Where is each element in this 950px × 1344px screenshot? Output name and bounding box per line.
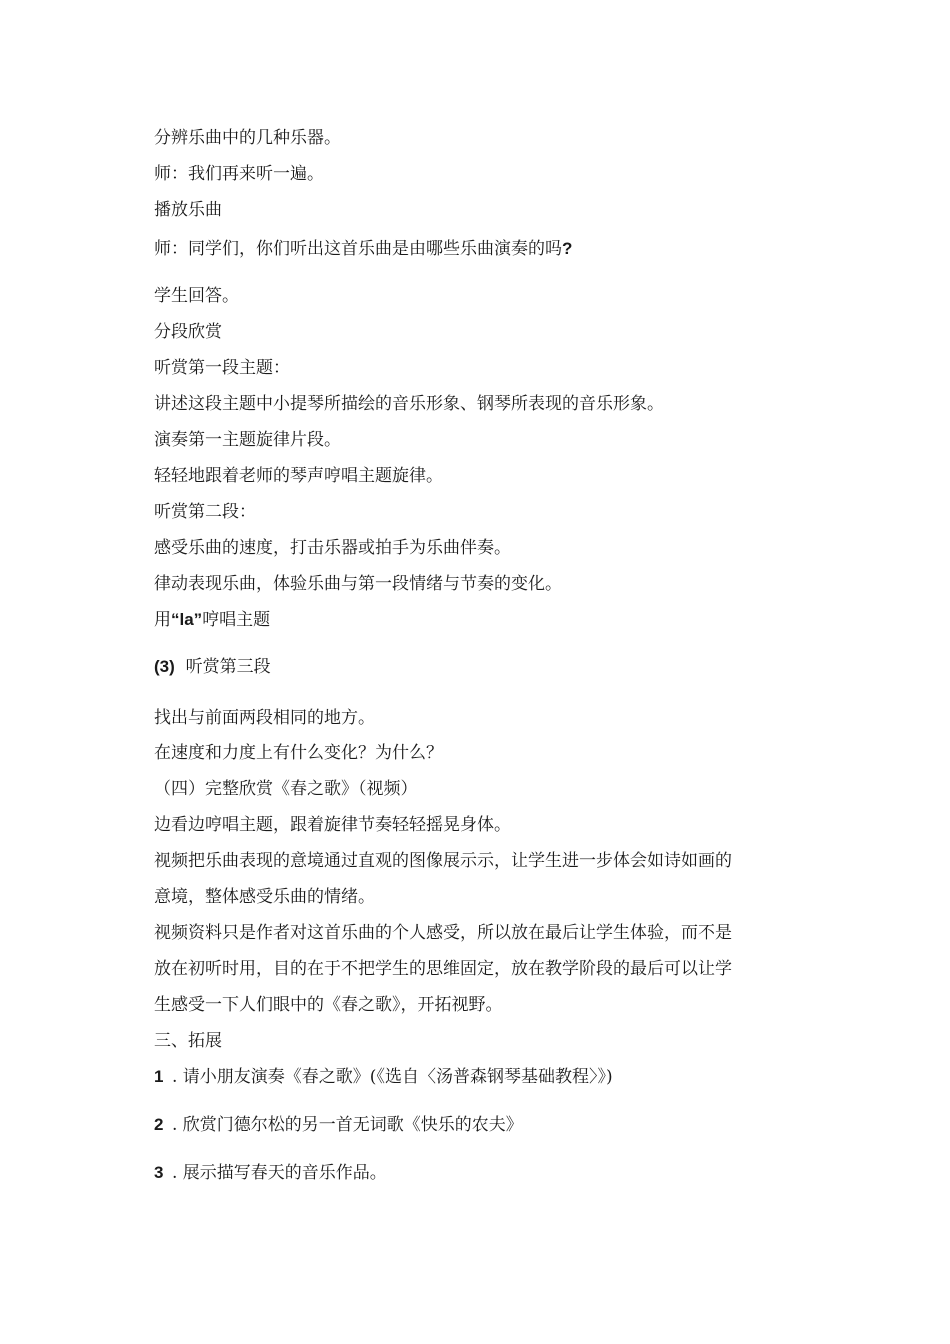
list-item [154, 1162, 387, 1184]
paragraph-la [154, 609, 270, 631]
paragraph: 轻轻地跟着老师的琴声哼唱主题旋律。 [154, 466, 443, 486]
paragraph: 在速度和力度上有什么变化？为什么？ [154, 743, 443, 763]
paragraph: 播放乐曲 [154, 200, 222, 220]
list-text: . 请小朋友演奏《春之歌》(《选自〈汤普森钢琴基础教程〉》) [172, 1067, 613, 1087]
list-item [154, 1114, 523, 1136]
list-text: . 欣赏门德尔松的另一首无词歌《快乐的农夫》 [172, 1115, 523, 1135]
la-prefix: 用 [154, 610, 171, 630]
paragraph: 意境，整体感受乐曲的情绪。 [154, 887, 375, 907]
paragraph: 放在初听时用，目的在于不把学生的思维固定，放在教学阶段的最后可以让学 [154, 959, 732, 979]
la-suffix: 哼唱主题 [202, 610, 271, 630]
paragraph: 边看边哼唱主题，跟着旋律节奏轻轻摇晃身体。 [154, 815, 511, 835]
list-item [154, 1066, 613, 1088]
list-number: 2 [154, 1115, 164, 1134]
list-text: . 展示描写春天的音乐作品。 [172, 1163, 387, 1183]
paragraph: 视频把乐曲表现的意境通过直观的图像展示示，让学生进一步体会如诗如画的 [154, 851, 732, 871]
paragraph: 学生回答。 [154, 286, 239, 306]
paragraph: 师：我们再来听一遍。 [154, 164, 324, 184]
paragraph: 律动表现乐曲，体验乐曲与第一段情绪与节奏的变化。 [154, 574, 562, 594]
list-number: 3 [154, 1163, 164, 1182]
paragraph: 生感受一下人们眼中的《春之歌》，开拓视野。 [154, 995, 503, 1015]
section-heading-3 [154, 656, 271, 678]
paragraph: 讲述这段主题中小提琴所描绘的音乐形象、钢琴所表现的音乐形象。 [154, 394, 664, 414]
paragraph: （四）完整欣赏《春之歌》（视频） [154, 779, 418, 799]
paragraph: 分段欣赏 [154, 322, 222, 342]
list-number: 1 [154, 1067, 164, 1086]
paragraph-question [154, 238, 572, 260]
paragraph: 听赏第一段主题： [154, 358, 290, 378]
question-mark: ? [562, 239, 573, 258]
paragraph: 听赏第二段： [154, 502, 256, 522]
paragraph: 演奏第一主题旋律片段。 [154, 430, 341, 450]
section-number: (3) [154, 657, 175, 676]
paragraph: 分辨乐曲中的几种乐器。 [154, 128, 341, 148]
paragraph: 视频资料只是作者对这首乐曲的个人感受，所以放在最后让学生体验，而不是 [154, 923, 732, 943]
section-title: 听赏第三段 [185, 657, 271, 677]
paragraph: 三、拓展 [154, 1031, 222, 1051]
question-text: 师：同学们，你们听出这首乐曲是由哪些乐曲演奏的吗 [154, 239, 562, 259]
paragraph: 找出与前面两段相同的地方。 [154, 708, 375, 728]
paragraph: 感受乐曲的速度，打击乐器或拍手为乐曲伴奏。 [154, 538, 511, 558]
la-quote: “la” [171, 610, 203, 629]
